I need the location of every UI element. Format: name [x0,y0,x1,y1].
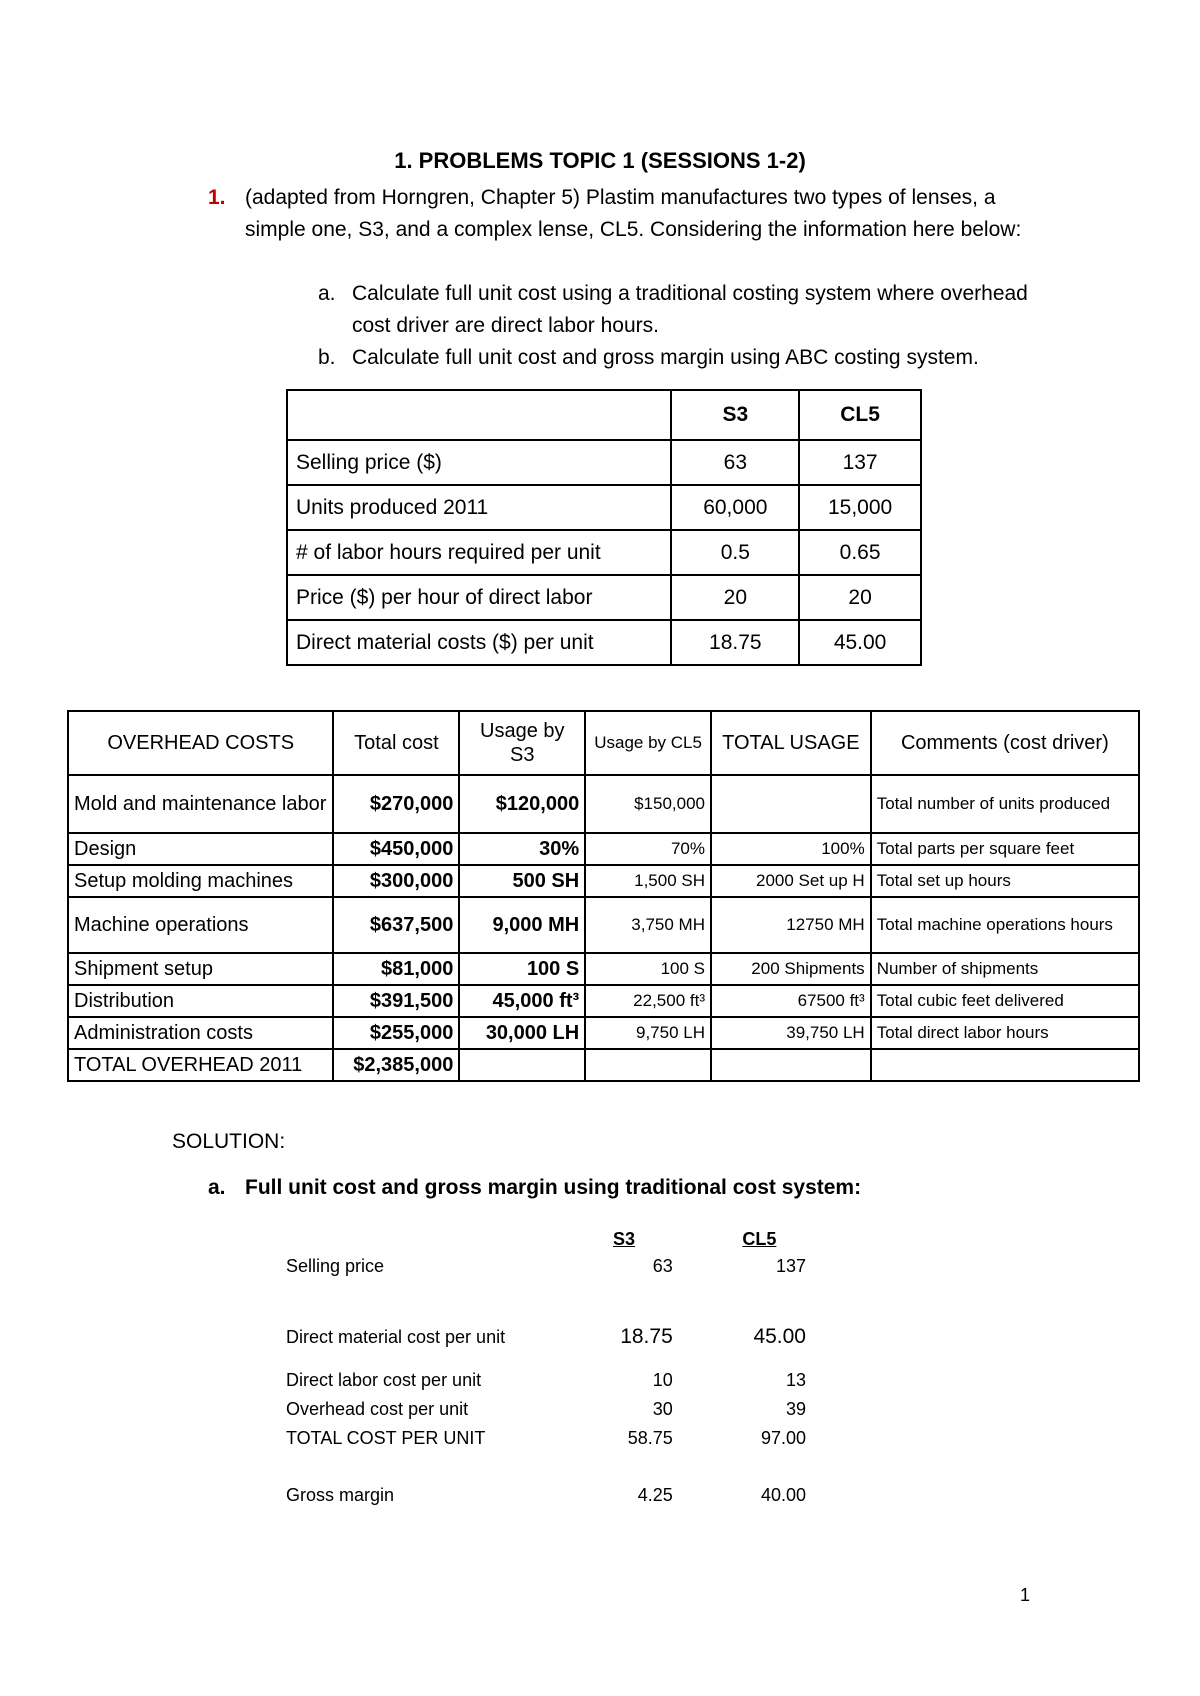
table-cell: 13 [785,1370,806,1390]
solution-part-a-text: Full unit cost and gross margin using traditional cost system: [245,1176,862,1199]
table-cell: 18.75 [671,620,799,665]
table-cell: $120,000 [459,775,585,833]
table-header-row [286,1226,806,1252]
table-row [286,1252,806,1281]
table-row [68,1017,1139,1049]
table-cell: 60,000 [671,485,799,530]
table-cell: $391,500 [333,985,459,1017]
table-cell: Distribution [68,985,333,1017]
table-cell [871,1049,1139,1081]
table-cell: TOTAL COST PER UNIT [286,1428,486,1448]
table-cell: 39,750 LH [711,1017,871,1049]
page-number: 1 [1020,1585,1031,1605]
table-cell: 100 S [585,953,711,985]
problem-number: 1. [208,186,226,209]
product-table [286,389,922,666]
table-cell: 0.5 [671,530,799,575]
table-cell: TOTAL OVERHEAD 2011 [68,1049,333,1081]
problem-statement [208,182,1028,246]
task-a [318,278,1038,342]
table-cell: Mold and maintenance labor [68,775,333,833]
table-cell: 20 [671,575,799,620]
table-header-cell: OVERHEAD COSTS [68,711,333,775]
table-cell: $150,000 [585,775,711,833]
table-cell: 45.00 [799,620,921,665]
table-row [68,833,1139,865]
table-cell: Machine operations [68,897,333,953]
table-cell: 39 [785,1399,806,1419]
table-row [68,897,1139,953]
table-row [287,485,921,530]
table-cell: 30% [459,833,585,865]
table-cell: 18.75 [620,1325,673,1348]
table-cell: 137 [799,440,921,485]
table-cell: 20 [799,575,921,620]
table-cell: 100% [711,833,871,865]
task-letter: a. [318,282,336,305]
table-cell: $270,000 [333,775,459,833]
task-text: Calculate full unit cost using a traditional costing system where overhead cost driver are direct labor hours. [352,282,1028,337]
table-row [68,953,1139,985]
table-cell [585,1049,711,1081]
table-cell [711,775,871,833]
table-cell: 137 [775,1256,806,1276]
table-cell: 12750 MH [711,897,871,953]
table-cell: Price ($) per hour of direct labor [287,575,671,620]
table-header-cell: Usage by CL5 [585,711,711,775]
table-cell: 22,500 ft³ [585,985,711,1017]
solution-part-a-heading [208,1176,861,1200]
table-cell: 67500 ft³ [711,985,871,1017]
table-row [287,575,921,620]
table-cell: 9,000 MH [459,897,585,953]
table-cell: Setup molding machines [68,865,333,897]
table-cell: Administration costs [68,1017,333,1049]
table-row [287,440,921,485]
table-cell: 45.00 [753,1325,806,1348]
table-cell: Total parts per square feet [871,833,1139,865]
table-cell: 97.00 [760,1428,806,1448]
table-cell: Gross margin [286,1485,395,1505]
table-header-cell: TOTAL USAGE [711,711,871,775]
table-cell: 40.00 [760,1485,806,1505]
table-cell: Total cubic feet delivered [871,985,1139,1017]
table-cell: 45,000 ft³ [459,985,585,1017]
table-cell: Units produced 2011 [287,485,671,530]
table-cell: 70% [585,833,711,865]
table-header-cell: S3 [612,1228,636,1249]
table-cell: 63 [652,1256,673,1276]
table-cell: Direct labor cost per unit [286,1370,482,1390]
table-row-total [68,1049,1139,1081]
table-row [68,865,1139,897]
table-header-cell: CL5 [799,390,921,440]
table-cell: Total set up hours [871,865,1139,897]
table-cell: Shipment setup [68,953,333,985]
table-cell: $81,000 [333,953,459,985]
table-row [68,985,1139,1017]
table-cell: # of labor hours required per unit [287,530,671,575]
table-cell: 30 [652,1399,673,1419]
table-row [286,1395,806,1424]
table-cell: 15,000 [799,485,921,530]
table-cell: $637,500 [333,897,459,953]
solution-title: SOLUTION: [172,1130,286,1153]
task-list [318,278,1038,374]
table-row [287,530,921,575]
table-row [287,620,921,665]
task-text: Calculate full unit cost and gross margin using ABC costing system. [352,346,979,369]
table-header-row [68,711,1139,775]
table-header-cell: Usage by S3 [459,711,585,775]
table-cell: 200 Shipments [711,953,871,985]
table-cell: 58.75 [627,1428,673,1448]
table-cell: Selling price [286,1256,385,1276]
table-cell: Selling price ($) [287,440,671,485]
table-cell: 10 [652,1370,673,1390]
task-letter: b. [318,346,336,369]
table-cell: $300,000 [333,865,459,897]
table-cell: Total machine operations hours [871,897,1139,953]
table-cell: 500 SH [459,865,585,897]
table-cell: 100 S [459,953,585,985]
solution-cost-table [286,1226,806,1510]
table-cell: 9,750 LH [585,1017,711,1049]
table-cell: 0.65 [799,530,921,575]
table-row [286,1366,806,1395]
table-header-cell: S3 [671,390,799,440]
table-cell: 4.25 [637,1485,673,1505]
problem-text: (adapted from Horngren, Chapter 5) Plastim manufactures two types of lenses, a simple one, S3, and a complex lense, CL5. Considering the information here below: [245,186,1022,241]
table-row [286,1308,806,1366]
table-cell: 1,500 SH [585,865,711,897]
table-cell: Total number of units produced [871,775,1139,833]
table-header-cell: Comments (cost driver) [871,711,1139,775]
table-row [286,1481,806,1510]
table-header-cell: Total cost [333,711,459,775]
table-cell: Number of shipments [871,953,1139,985]
table-cell: $2,385,000 [333,1049,459,1081]
overhead-table [67,710,1140,1082]
table-cell: Direct material cost per unit [286,1327,506,1347]
table-cell: Total direct labor hours [871,1017,1139,1049]
table-cell: 3,750 MH [585,897,711,953]
table-cell [459,1049,585,1081]
page-title: 1. PROBLEMS TOPIC 1 (SESSIONS 1-2) [394,148,806,173]
table-cell: 63 [671,440,799,485]
table-cell: Direct material costs ($) per unit [287,620,671,665]
table-row [68,775,1139,833]
table-header-cell [287,390,671,440]
solution-letter: a. [208,1176,226,1199]
table-cell: $255,000 [333,1017,459,1049]
table-cell: $450,000 [333,833,459,865]
table-cell: Design [68,833,333,865]
table-row [286,1424,806,1453]
table-header-cell: CL5 [742,1228,777,1249]
table-header-row [287,390,921,440]
table-cell [711,1049,871,1081]
table-cell: Overhead cost per unit [286,1399,469,1419]
task-b [318,342,1038,374]
table-cell: 2000 Set up H [711,865,871,897]
table-cell: 30,000 LH [459,1017,585,1049]
